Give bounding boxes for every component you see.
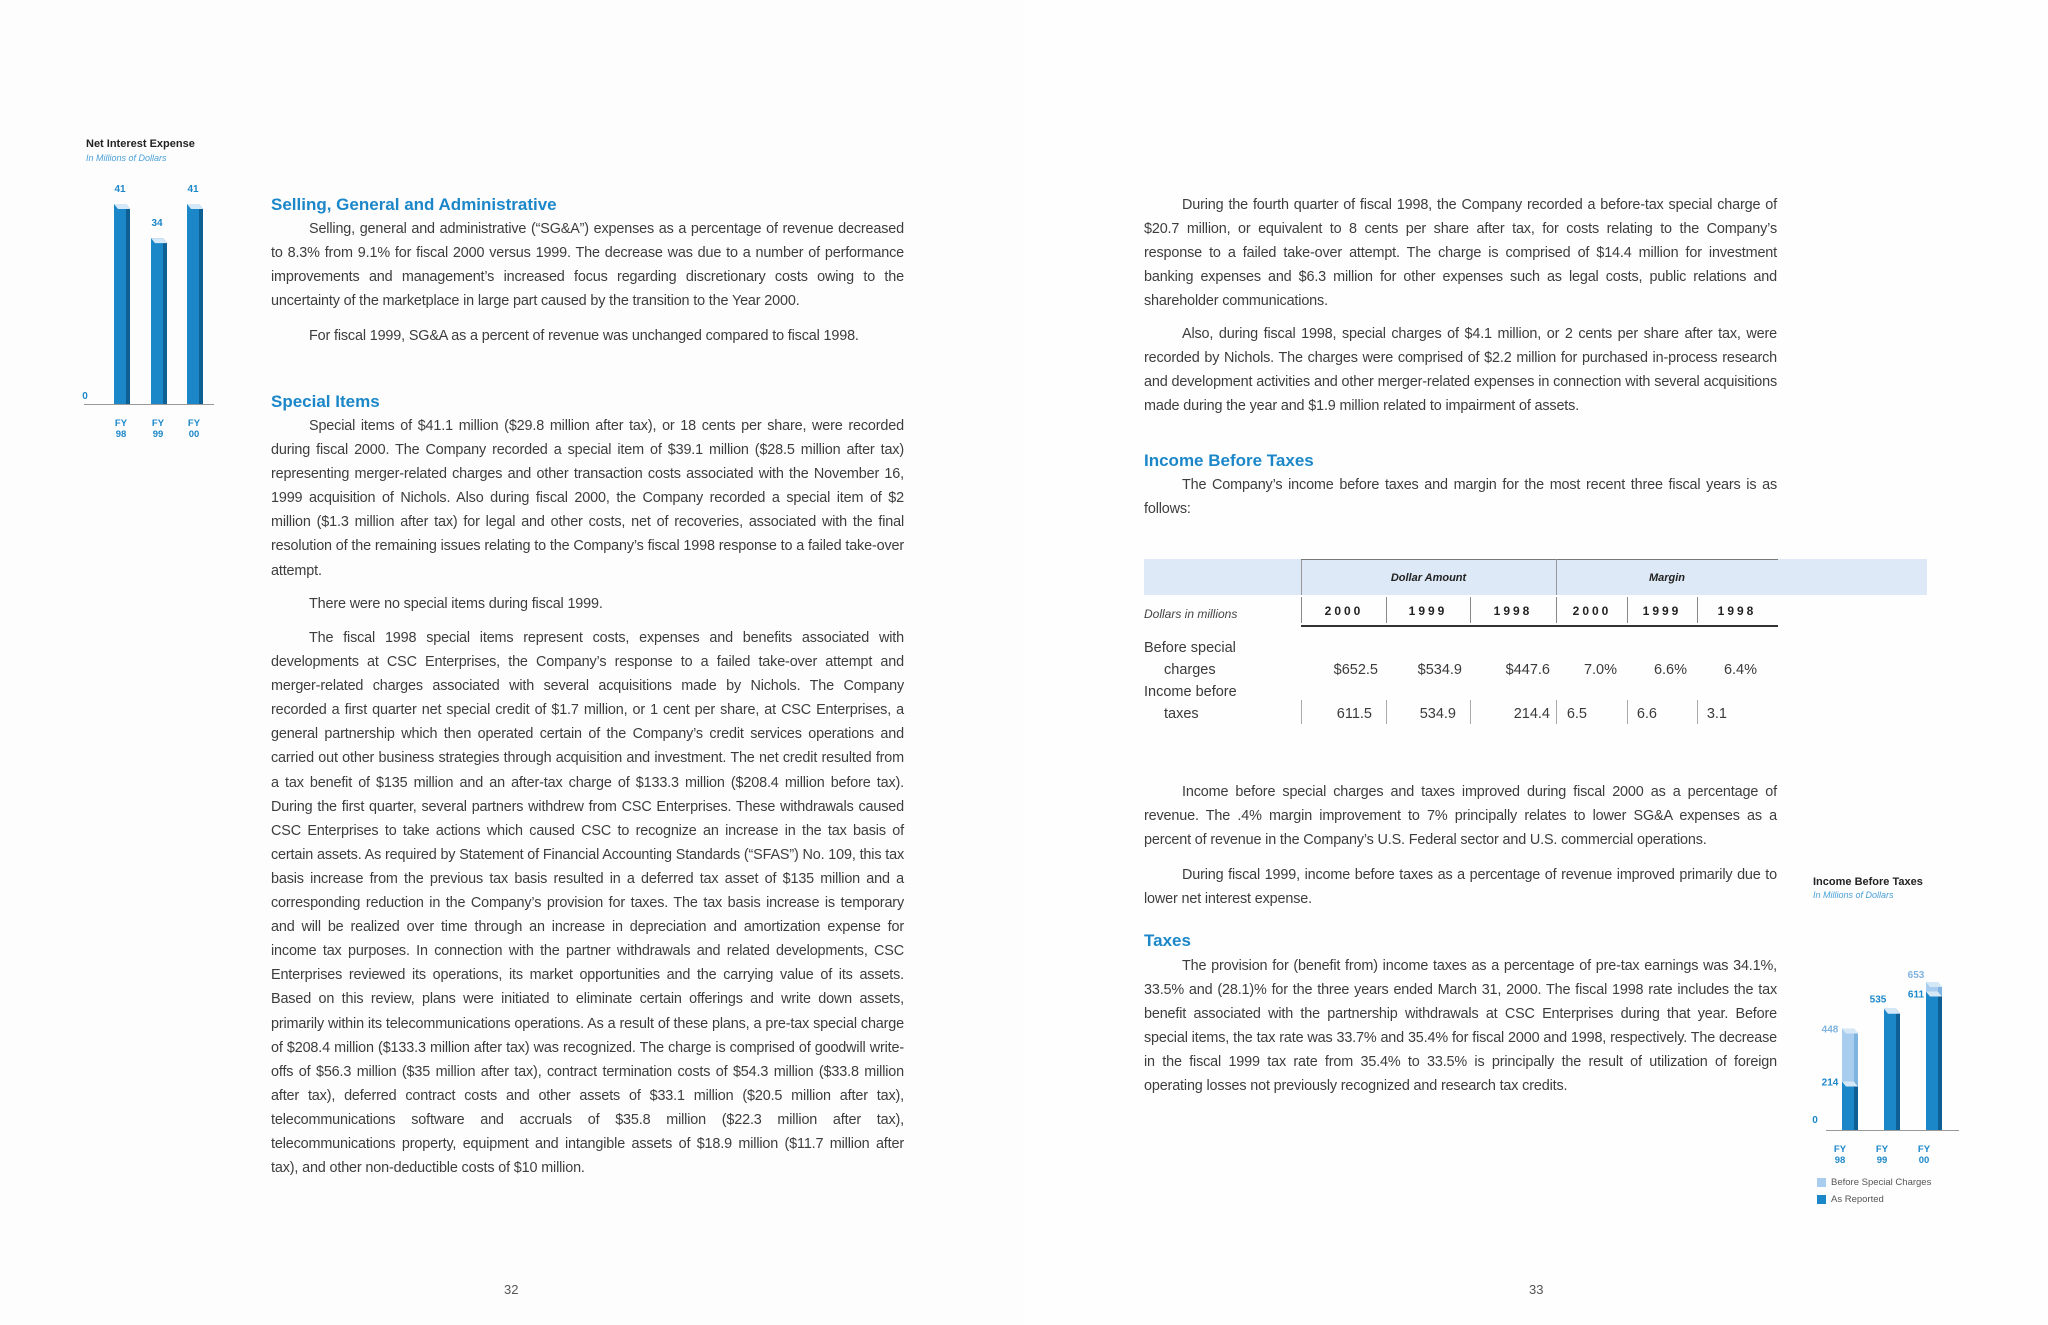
nie-bar-1 [151, 238, 163, 404]
row-label-income-before-cont: taxes [1164, 706, 1199, 722]
special-items-paragraph-3: The fiscal 1998 special items represent costs, expenses and benefits associated with developments at CSC Enterprises, the Company’s response to a failed take-over attempt and merger-related charges associated with several acquisitions made by Nichols. The Company recorded a first quarter net special credit of $1.7 million, or 1 cent per share, at CSC Enterprises, a general partnership which then operated certain of the Company’s credit services operations and carried out other business strategies through acquisition and investment. The net credit resulted from a tax benefit of $135 million and an after-tax charge of $133.3 million ($208.4 million before tax). During the first quarter, several partners withdrew from CSC Enterprises. These withdrawals caused CSC Enterprises to take actions which caused CSC to recognize an increase in the tax basis of certain assets. As required by Statement of Financial Accounting Standards (“SFAS”) No. 109, this tax basis increase from the previous tax basis resulted in a deferred tax asset of $135 million and a corresponding reduction in the Company’s provision for taxes. The tax basis increase is temporary and will be realized over time through an increase in depreciation and amortization expense for income tax purposes. In connection with the partner withdrawals and related developments, CSC Enterprises reviewed its operations, its market opportunities and the carrying value of its assets. Based on this review, plans were initiated to eliminate certain offerings and write down assets, primarily within its telecommunications operations. As a result of these plans, a pre-tax special charge of $208.4 million ($133.3 million after tax) was recognized. The charge is comprised of goodwill write-offs of $56.3 million ($35 million after tax), contract termination costs of $54.3 million ($33.8 million after tax), deferred contract costs and other assets of $33.1 million ($20.5 million after tax), telecommunications software and accruals of $35.8 million ($22.3 million after tax), telecommunications property, equipment and intangible assets of $18.9 million ($11.7 million after tax), and other non-deductible costs of $10 million. [271, 630, 904, 1177]
ibt-before-label-0: 448 [1821, 1024, 1839, 1036]
table-divider [1556, 597, 1557, 623]
cell-before-1999: $534.9 [1417, 662, 1462, 678]
nie-bar-2 [187, 204, 199, 404]
ibt-reported-label-2: 611 [1907, 989, 1925, 1001]
nie-value-label-2: 41 [187, 184, 199, 195]
table-divider [1301, 597, 1302, 623]
cell-before-margin-2000: 7.0% [1583, 662, 1617, 678]
legend-label-reported: As Reported [1831, 1194, 1884, 1205]
table-divider [1627, 597, 1628, 623]
table-divider [1470, 700, 1471, 724]
taxes-paragraph: The provision for (benefit from) income taxes as a percentage of pre-tax earnings was 34.1%, 33.5% and (28.1)% for the three years ended March 31, 2000. The fiscal 1998 rate includes the tax benefit associated with the partnership withdrawals at CSC Enterprises during that year. Before special items, the tax rate was 33.7% and 35.4% for fiscal 2000 and 1998, respectively. The decrease in the fiscal 1999 tax rate from 35.4% to 33.5% is principally the result of utilization of foreign operating losses not previously recognized and research tax credits. [1144, 958, 1777, 1095]
income-before-taxes-paragraph-2: Income before special charges and taxes improved during fiscal 2000 as a percentage of revenue. The .4% margin improvement to 7% principally relates to lower SG&A expenses as a percent of revenue in the Company’s U.S. Federal sector and U.S. commercial operations. [1144, 784, 1777, 849]
ibt-bar-reported-2 [1926, 992, 1938, 1130]
cell-income-1998: 214.4 [1513, 706, 1550, 722]
year-header-margin-1999: 1999 [1642, 604, 1682, 618]
net-interest-chart [80, 170, 220, 420]
table-divider [1301, 559, 1778, 560]
ibt-tick-fy00: FY 00 [1917, 1144, 1931, 1166]
nie-bar-1-side [163, 238, 167, 404]
legend-label-before: Before Special Charges [1831, 1177, 1932, 1188]
nie-tick-fy99: FY 99 [151, 418, 165, 440]
cell-before-margin-1999: 6.6% [1653, 662, 1687, 678]
ibt-bar-reported-1-side [1896, 1009, 1900, 1130]
ibt-bar-reported-0 [1842, 1081, 1854, 1130]
nie-bar-0-side [126, 204, 130, 404]
right-page [1024, 0, 2048, 1325]
year-header-margin-2000: 2000 [1572, 604, 1612, 618]
income-before-taxes-paragraph-3: During fiscal 1999, income before taxes as a percentage of revenue improved primarily due to lower net interest expense. [1144, 867, 1777, 908]
table-header-rule [1301, 625, 1778, 627]
nie-value-label-0: 41 [114, 184, 126, 195]
table-divider [1556, 700, 1557, 724]
ibt-bar-reported-2-side [1938, 992, 1942, 1130]
ibt-reported-label-0: 214 [1821, 1077, 1839, 1089]
ibt-chart-title: Income Before Taxes [1813, 876, 1923, 888]
table-divider [1697, 597, 1698, 623]
sga-paragraph-1: Selling, general and administrative (“SG&A”) expenses as a percentage of revenue decreased to 8.3% from 9.1% for fiscal 2000 versus 1999. The decrease was due to a number of performance improvements and management’s increased focus regarding discretionary costs owing to the uncertainty of the marketplace in large part caused by the transition to the Year 2000. [271, 221, 904, 310]
year-header-dollar-2000: 2000 [1324, 604, 1364, 618]
special-items-paragraph-1: Special items of $41.1 million ($29.8 million after tax), or 18 cents per share, were recorded during fiscal 2000. The Company recorded a special item of $39.1 million ($28.5 million after tax) representing merger-related charges and other transaction costs associated with the November 16, 1999 acquisition of Nichols. Also during fiscal 2000, the Company recorded a special item of $2 million ($1.3 million after tax) for legal and other costs, net of recoveries, associated with the final resolution of the remaining issues relating to the Company’s fiscal 1998 response to a failed take-over attempt. [271, 418, 904, 579]
row-label-before-special-cont: charges [1164, 662, 1216, 678]
nie-tick-fy00: FY 00 [187, 418, 201, 440]
income-before-taxes-heading: Income Before Taxes [1144, 451, 1314, 470]
table-divider [1386, 597, 1387, 623]
net-interest-zero-label: 0 [82, 391, 88, 402]
ibt-zero-label: 0 [1812, 1115, 1818, 1126]
row-label-income-before: Income before [1144, 684, 1237, 700]
cell-income-margin-1998: 3.1 [1706, 706, 1727, 722]
nichols-charges-paragraph: Also, during fiscal 1998, special charges of $4.1 million, or 2 cents per share after tax, were recorded by Nichols. The charges were comprised of $2.2 million for purchased in-process research and development activities and other merger-related expenses in connection with several acquisitions made during the year and $1.9 million related to impairment of assets. [1144, 326, 1777, 415]
nie-bar-2-side [199, 204, 203, 404]
sga-paragraph-2: For fiscal 1999, SG&A as a percent of revenue was unchanged compared to fiscal 1998. [309, 328, 859, 344]
table-divider [1627, 700, 1628, 724]
row-label-before-special: Before special [1144, 640, 1236, 656]
ibt-bar-reported-1 [1884, 1009, 1896, 1130]
special-items-heading: Special Items [271, 392, 380, 411]
table-divider [1386, 700, 1387, 724]
ibt-tick-fy99: FY 99 [1875, 1144, 1889, 1166]
legend-swatch-reported [1817, 1195, 1826, 1204]
cell-income-margin-2000: 6.5 [1566, 706, 1587, 722]
special-items-paragraph-2: There were no special items during fiscal 1999. [309, 596, 603, 612]
legend-swatch-before [1817, 1178, 1826, 1187]
ibt-bar-reported-0-side [1854, 1081, 1858, 1130]
nie-value-label-1: 34 [151, 218, 163, 230]
net-interest-chart-subtitle: In Millions of Dollars [86, 153, 167, 163]
cell-income-margin-1999: 6.6 [1636, 706, 1657, 722]
taxes-heading: Taxes [1144, 931, 1191, 950]
year-header-margin-1998: 1998 [1717, 604, 1757, 618]
year-header-dollar-1999: 1999 [1408, 604, 1448, 618]
cell-before-margin-1998: 6.4% [1723, 662, 1757, 678]
cell-income-2000: 611.5 [1336, 706, 1372, 722]
table-divider [1697, 700, 1698, 724]
margin-header: Margin [1648, 572, 1686, 584]
table-unit-label: Dollars in millions [1144, 607, 1238, 621]
income-before-taxes-paragraph-1: The Company’s income before taxes and margin for the most recent three fiscal years is as follows: [1144, 477, 1777, 518]
page-number-left: 32 [504, 1282, 519, 1297]
ibt-reported-label-1: 535 [1869, 994, 1887, 1006]
cell-before-1998: $447.6 [1505, 662, 1550, 678]
dollar-amount-header: Dollar Amount [1390, 572, 1467, 584]
sga-heading: Selling, General and Administrative [271, 195, 557, 214]
table-divider [1470, 597, 1471, 623]
table-divider [1301, 700, 1302, 724]
cell-income-1999: 534.9 [1419, 706, 1456, 722]
ibt-before-label-2: 653 [1907, 970, 1925, 981]
ibt-chart [1804, 905, 1964, 1135]
year-header-dollar-1998: 1998 [1493, 604, 1533, 618]
nie-tick-fy98: FY 98 [114, 418, 128, 440]
ibt-chart-subtitle: In Millions of Dollars [1813, 890, 1894, 900]
cell-before-2000: $652.5 [1333, 662, 1378, 678]
q4-special-charge-paragraph: During the fourth quarter of fiscal 1998, the Company recorded a before-tax special charge of $20.7 million, or equivalent to 8 cents per share after tax, for costs relating to the Company’s response to a failed take-over attempt. The charge is comprised of $14.4 million for investment banking expenses and $6.3 million for other expenses such as legal costs, public relations and shareholder communications. [1144, 197, 1777, 310]
nie-bar-0 [114, 204, 126, 404]
net-interest-chart-title: Net Interest Expense [86, 138, 195, 150]
page-number-right: 33 [1529, 1282, 1544, 1297]
ibt-tick-fy98: FY 98 [1833, 1144, 1847, 1166]
